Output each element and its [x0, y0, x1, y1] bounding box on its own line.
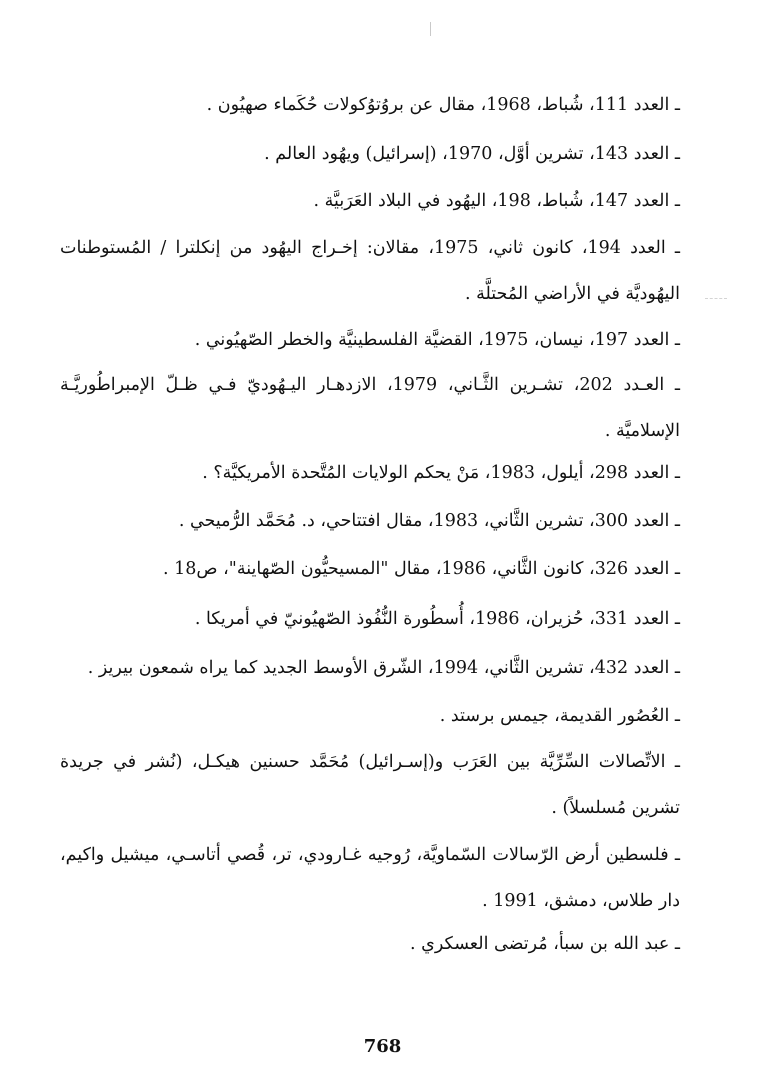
- page-number: 768: [363, 1036, 402, 1057]
- reference-entry-12: ـ العُصُور القديمة، جيمس برستد .: [439, 706, 680, 726]
- reference-entry-10: ـ العدد 331، حُزيران، 1986، أُسطُورة النُّفُوذ الصّهيُونيّ في أمريكا .: [194, 609, 680, 629]
- reference-entry-2: ـ العدد 143، تشرين أوَّل، 1970، (إسرائيل) ويهُود العالم .: [264, 144, 680, 164]
- scan-artifact-mark: [430, 22, 431, 36]
- reference-entry-1: ـ العدد 111، شُباط، 1968، مقال عن بروُتوُكولات حُكَماء صهيُون .: [206, 95, 680, 115]
- reference-entry-3: ـ العدد 147، شُباط، 198، اليهُود في البلاد العَرَبيَّة .: [313, 191, 680, 211]
- reference-entry-11: ـ العدد 432، تشرين الثَّاني، 1994، الشّرق الأوسط الجديد كما يراه شمعون بيريز .: [87, 658, 680, 678]
- reference-entry-4: ـ العدد 194، كانون ثاني، 1975، مقالان: إخـراج اليهُود من إنكلترا / المُستوطنات اليهُوديَّة في الأراضي المُحتلَّة .: [60, 238, 680, 304]
- reference-entry-8: ـ العدد 300، تشرين الثَّاني، 1983، مقال افتتاحي، د. مُحَمَّد الرُّميحي .: [178, 511, 680, 531]
- scan-artifact-dots: [705, 298, 727, 300]
- reference-entry-14: ـ فلسطين أرض الرّسالات السّماويَّة، رُوجيه غـارودي، تر، قُصي أتاسـي، ميشيل واكيم، دار طلاس، دمشق، 1991 .: [60, 845, 680, 911]
- reference-entry-13: ـ الاتِّصالات السِّرِّيَّة بين العَرَب و(إسـرائيل) مُحَمَّد حسنين هيكـل، (نُشر في جريدة تشرين مُسلسلاً) .: [60, 752, 680, 818]
- reference-entry-5: ـ العدد 197، نيسان، 1975، القضيَّة الفلسطينيَّة والخطر الصّهيُوني .: [194, 330, 680, 350]
- reference-entry-7: ـ العدد 298، أيلول، 1983، مَنْ يحكم الولايات المُتَّحدة الأمريكيَّة؟ .: [202, 463, 680, 483]
- reference-entry-9: ـ العدد 326، كانون الثَّاني، 1986، مقال "المسيحيُّون الصّهاينة"، ص18 .: [163, 559, 680, 579]
- reference-entry-15: ـ عبد الله بن سبأ، مُرتضى العسكري .: [410, 934, 680, 954]
- reference-entry-6: ـ العـدد 202، تشـرين الثَّـاني، 1979، الازدهـار اليـهُوديّ فـي ظـلّ الإمبراطُوريَّـة الإسلاميَّة .: [60, 375, 680, 441]
